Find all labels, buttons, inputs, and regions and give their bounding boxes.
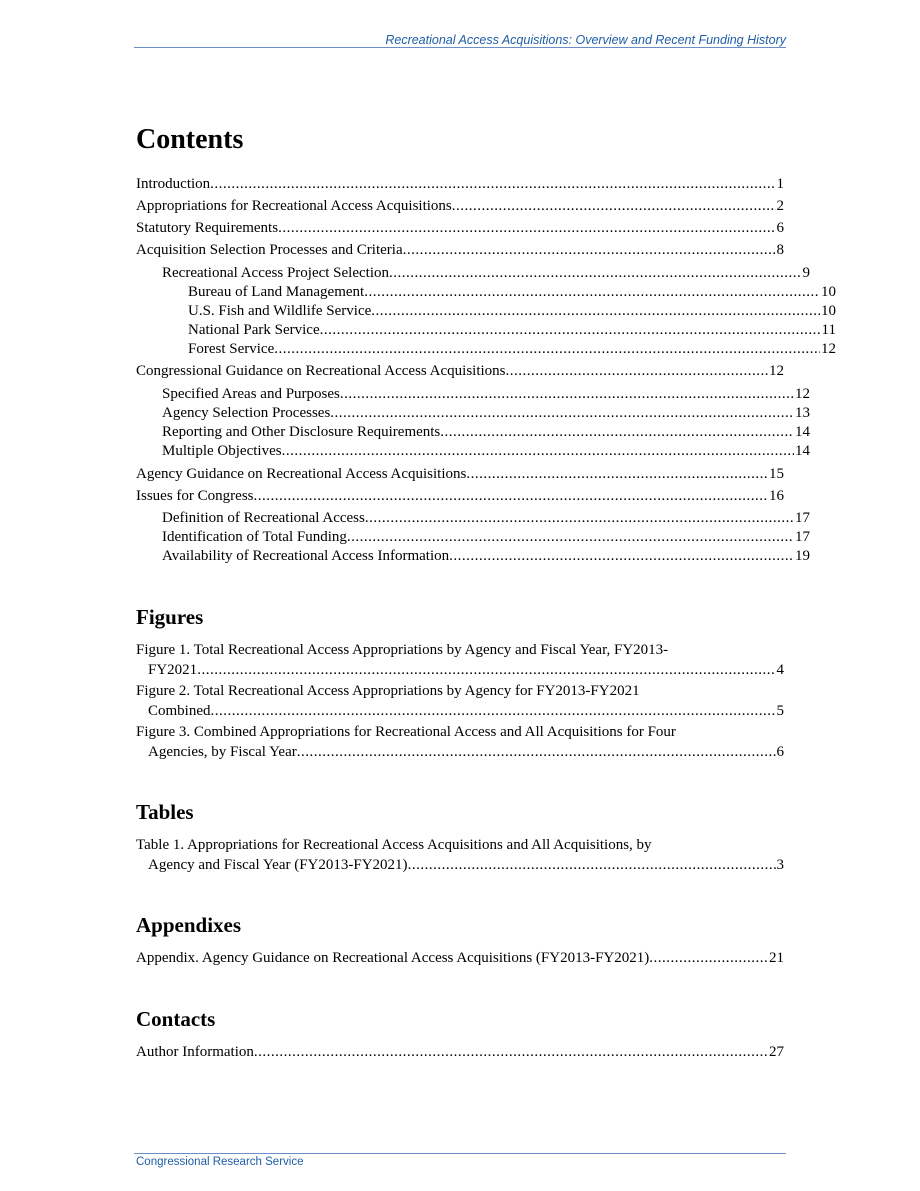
running-header: Recreational Access Acquisitions: Overview and Recent Funding History bbox=[385, 33, 786, 47]
dot-leader bbox=[340, 384, 794, 404]
toc-entry[interactable] bbox=[136, 196, 784, 216]
toc-entry-title: Introduction bbox=[136, 176, 211, 192]
dot-leader bbox=[403, 240, 776, 260]
toc-entry-page: 17 bbox=[795, 510, 810, 526]
toc-entry-title: Issues for Congress bbox=[136, 488, 254, 504]
dot-leader bbox=[197, 660, 775, 680]
toc-entry[interactable] bbox=[136, 361, 784, 381]
toc-entry-title: Definition of Recreational Access bbox=[162, 510, 365, 526]
dot-leader bbox=[449, 546, 794, 566]
figures-heading: Figures bbox=[136, 605, 204, 629]
toc-entry[interactable] bbox=[136, 486, 784, 506]
dot-leader bbox=[278, 218, 775, 238]
toc-entry-title: Table 1. Appropriations for Recreational Access Acquisitions and All Acquisitions, by bbox=[136, 837, 652, 853]
toc-entry-page: 14 bbox=[795, 443, 810, 459]
toc-entry-title-cont: Agencies, by Fiscal Year bbox=[148, 744, 297, 760]
toc-entry-page: 14 bbox=[795, 424, 810, 440]
toc-entry-page: 1 bbox=[776, 176, 784, 192]
figure-entry[interactable] bbox=[136, 681, 784, 721]
dot-leader bbox=[297, 742, 776, 762]
dot-leader bbox=[211, 701, 776, 721]
toc-entry[interactable] bbox=[136, 282, 836, 302]
toc-entry-page: 16 bbox=[769, 488, 784, 504]
figure-entry[interactable] bbox=[136, 640, 784, 680]
toc-entry-title: Agency Selection Processes bbox=[162, 405, 331, 421]
toc-entry-title: Figure 2. Total Recreational Access Appropriations by Agency for FY2013-FY2021 bbox=[136, 683, 640, 699]
toc-entry-page: 17 bbox=[795, 529, 810, 545]
toc-entry[interactable] bbox=[136, 263, 810, 283]
table-entry[interactable] bbox=[136, 835, 784, 875]
dot-leader bbox=[364, 282, 820, 302]
dot-leader bbox=[452, 196, 776, 216]
appendixes-heading: Appendixes bbox=[136, 913, 242, 937]
toc-entry-title: Agency Guidance on Recreational Access Acquisitions bbox=[136, 466, 467, 482]
dot-leader bbox=[330, 403, 794, 423]
toc-entry[interactable] bbox=[136, 240, 784, 260]
toc-entry-page: 6 bbox=[776, 744, 784, 760]
toc-entry[interactable] bbox=[136, 403, 810, 423]
toc-entry-page: 3 bbox=[776, 857, 784, 873]
toc-entry-page: 10 bbox=[821, 284, 836, 300]
toc-entry-page: 12 bbox=[821, 341, 836, 357]
toc-entry[interactable] bbox=[136, 508, 810, 528]
dot-leader bbox=[210, 174, 775, 194]
toc-entry-page: 8 bbox=[776, 242, 784, 258]
toc-entry-title: Congressional Guidance on Recreational Access Acquisitions bbox=[136, 363, 506, 379]
dot-leader bbox=[365, 508, 794, 528]
figure-entry[interactable] bbox=[136, 722, 784, 762]
toc-entry-title-cont: Agency and Fiscal Year (FY2013-FY2021) bbox=[148, 857, 408, 873]
toc-entry-page: 12 bbox=[795, 386, 810, 402]
toc-entry-title: Multiple Objectives bbox=[162, 443, 282, 459]
toc-entry[interactable] bbox=[136, 422, 810, 442]
toc-entry[interactable] bbox=[136, 384, 810, 404]
toc-entry[interactable] bbox=[136, 441, 810, 461]
dot-leader bbox=[254, 486, 769, 506]
toc-entry-title: Reporting and Other Disclosure Requirements bbox=[162, 424, 441, 440]
toc-entry-title-cont: Combined bbox=[148, 703, 211, 719]
toc-entry-title: Figure 1. Total Recreational Access Appropriations by Agency and Fiscal Year, FY2013- bbox=[136, 642, 669, 658]
footer-organization: Congressional Research Service bbox=[136, 1156, 304, 1168]
toc-entry[interactable] bbox=[136, 546, 810, 566]
toc-entry-title: Recreational Access Project Selection bbox=[162, 265, 389, 281]
toc-entry-title: U.S. Fish and Wildlife Service bbox=[188, 303, 372, 319]
toc-entry-title: Acquisition Selection Processes and Criteria bbox=[136, 242, 403, 258]
contents-heading: Contents bbox=[136, 124, 244, 155]
toc-entry-title: Appendix. Agency Guidance on Recreational Access Acquisitions (FY2013-FY2021) bbox=[136, 950, 650, 966]
tables-heading: Tables bbox=[136, 800, 194, 824]
footer-rule bbox=[134, 1153, 786, 1154]
dot-leader bbox=[320, 320, 821, 340]
toc-entry-page: 2 bbox=[776, 198, 784, 214]
toc-entry-page: 27 bbox=[769, 1044, 784, 1060]
dot-leader bbox=[347, 527, 794, 547]
toc-entry[interactable] bbox=[136, 174, 784, 194]
toc-entry-title: Author Information bbox=[136, 1044, 254, 1060]
toc-entry-title: National Park Service bbox=[188, 322, 320, 338]
toc-entry[interactable] bbox=[136, 301, 836, 321]
toc-entry-page: 13 bbox=[795, 405, 810, 421]
dot-leader bbox=[371, 301, 820, 321]
toc-entry-page: 19 bbox=[795, 548, 810, 564]
toc-entry-page: 5 bbox=[776, 703, 784, 719]
toc-entry-title: Figure 3. Combined Appropriations for Recreational Access and All Acquisitions for Four bbox=[136, 724, 676, 740]
toc-entry-title: Appropriations for Recreational Access Acquisitions bbox=[136, 198, 452, 214]
toc-entry-title: Bureau of Land Management bbox=[188, 284, 365, 300]
toc-entry-page: 6 bbox=[776, 220, 784, 236]
dot-leader bbox=[282, 441, 794, 461]
toc-entry-title: Forest Service bbox=[188, 341, 275, 357]
appendix-entry[interactable] bbox=[136, 948, 784, 968]
header-rule bbox=[134, 47, 786, 48]
toc-entry-page: 11 bbox=[821, 322, 836, 338]
toc-entry-title: Specified Areas and Purposes bbox=[162, 386, 340, 402]
toc-entry[interactable] bbox=[136, 320, 836, 340]
contact-entry[interactable] bbox=[136, 1042, 784, 1062]
toc-entry[interactable] bbox=[136, 218, 784, 238]
toc-entry[interactable] bbox=[136, 527, 810, 547]
dot-leader bbox=[274, 339, 820, 359]
toc-entry-page: 9 bbox=[802, 265, 810, 281]
contacts-heading: Contacts bbox=[136, 1007, 216, 1031]
toc-entry-page: 21 bbox=[769, 950, 784, 966]
toc-entry[interactable] bbox=[136, 464, 784, 484]
dot-leader bbox=[506, 361, 769, 381]
toc-entry-page: 12 bbox=[769, 363, 784, 379]
dot-leader bbox=[649, 948, 768, 968]
dot-leader bbox=[466, 464, 768, 484]
toc-entry-page: 10 bbox=[821, 303, 836, 319]
dot-leader bbox=[440, 422, 794, 442]
toc-entry-title: Availability of Recreational Access Information bbox=[162, 548, 450, 564]
dot-leader bbox=[408, 855, 776, 875]
toc-entry-title-cont: FY2021 bbox=[148, 662, 198, 678]
toc-entry[interactable] bbox=[136, 339, 836, 359]
toc-entry-page: 4 bbox=[776, 662, 784, 678]
toc-entry-page: 15 bbox=[769, 466, 784, 482]
toc-entry-title: Identification of Total Funding bbox=[162, 529, 347, 545]
dot-leader bbox=[254, 1042, 768, 1062]
dot-leader bbox=[389, 263, 802, 283]
toc-entry-title: Statutory Requirements bbox=[136, 220, 279, 236]
